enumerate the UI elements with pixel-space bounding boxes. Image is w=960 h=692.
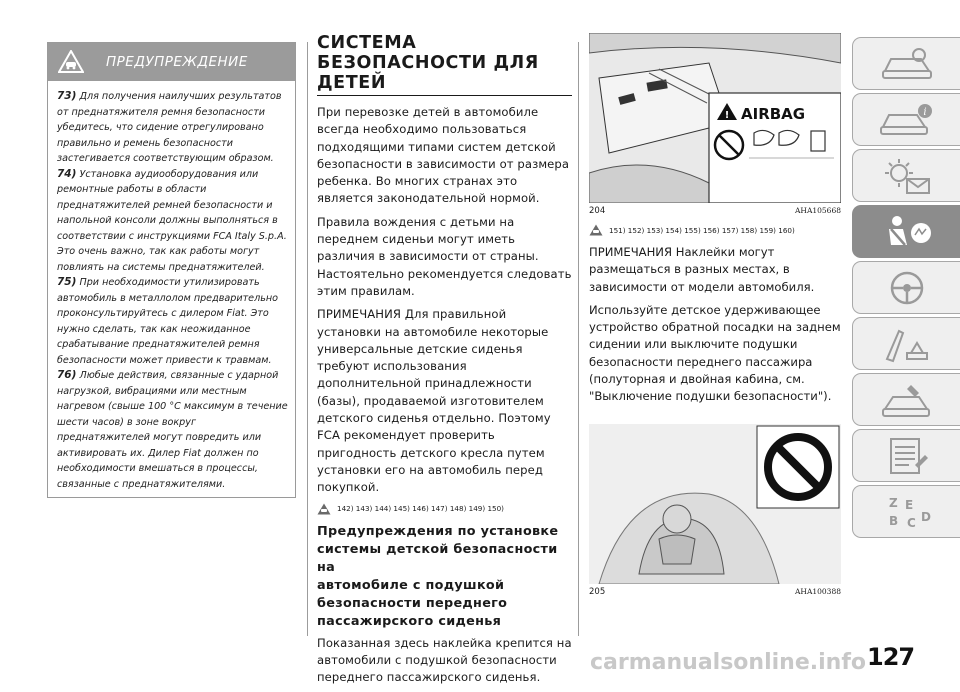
paragraph-sticker-location: ПРИМЕЧАНИЯ Наклейки могут размещаться в разных местах, в зависимости от модели автомобиля.	[589, 245, 815, 294]
car-overview-icon	[877, 43, 937, 85]
warning-item-75: 75) При необходимости утилизировать автомобиль в металлолом предварительно проконсультируйтесь с дилером Fiat. Это нужно сделать, так как неожиданное срабатывание преднатяжителей ремня безопасности может привести к травмам.	[57, 276, 278, 366]
figure-204-airbag-label	[589, 33, 841, 203]
tab-maintenance[interactable]	[852, 373, 960, 426]
subsection-title: Предупреждения по установке системы детской безопасности на автомобиле с подушкой безопасности переднего пассажирского сиденья	[317, 523, 559, 629]
warning-body	[48, 81, 295, 492]
section-title: СИСТЕМА БЕЗОПАСНОСТИ ДЛЯ ДЕТЕЙ	[317, 33, 539, 93]
tab-safety[interactable]	[852, 205, 960, 258]
tab-index[interactable]	[852, 485, 960, 538]
warning-item-74: 74) Установка аудиооборудования или ремонтные работы в области преднатяжителей ремней безопасности и напольной консоли должны выполняться в соответствии с инструкциями FCA Italy S.p.A. Это очень важно, так как работы могут повлиять на системы преднатяжителей.	[57, 167, 287, 273]
svg-text:Z: Z	[888, 495, 898, 510]
figure-205-caption: 205 AHA100388	[589, 586, 841, 597]
warning-triangle-icon	[589, 224, 603, 236]
svg-text:B: B	[888, 513, 898, 528]
warning-title: ПРЕДУПРЕЖДЕНИЕ	[106, 54, 248, 70]
svg-text:i: i	[922, 106, 927, 118]
tab-car-info[interactable]	[852, 93, 960, 146]
child-safety-section	[317, 33, 572, 692]
paragraph-sticker: Показанная здесь наклейка крепится на автомобили с подушкой безопасности переднего пассажирского сиденья.	[317, 635, 572, 685]
tab-car-overview[interactable]	[852, 37, 960, 90]
warning-item-73: 73) Для получения наилучших результатов от преднатяжителя ремня безопасности убедитесь, что сидение отрегулировано правильно и ремень безопасности застегивается соответствующим образом.	[57, 90, 282, 164]
warning-box	[47, 42, 296, 498]
paragraph-rear-facing: Используйте детское удерживающее устройство обратной посадки на заднем сидении или выключите подушки безопасности переднего пассажира (полуторная и двойная кабина, см. "Выключение подушки безопасности").	[589, 302, 841, 404]
emergency-icon	[877, 323, 937, 365]
safety-airbag-icon	[877, 211, 937, 253]
airbag-label-text: AIRBAG	[741, 105, 806, 123]
warning-item-76: 76) Любые действия, связанные с ударной нагрузкой, вибрациями или местным нагревом (свыше 100 °C максимум в течение шести часов) в зоне вокруг преднатяжителей могут повредить или активировать их. Дилер Fiat должен по необходимости вмешаться в процессы, связанные с преднатяжителями.	[57, 369, 288, 490]
figure-204-caption: 204 AHA105668	[589, 206, 841, 216]
reference-list-1: 142) 143) 144) 145) 146) 147) 148) 149) 150)	[317, 503, 572, 515]
tab-technical-data[interactable]	[852, 429, 960, 482]
starting-driving-icon	[877, 267, 937, 309]
svg-text:!: !	[724, 110, 730, 121]
technical-data-icon	[877, 435, 937, 477]
reference-list-2: 151) 152) 153) 154) 155) 156) 157) 158) 159) 160)	[589, 224, 841, 236]
svg-text:C: C	[906, 515, 916, 530]
maintenance-icon	[877, 379, 937, 421]
chapter-tabs	[852, 37, 960, 541]
child-seat-illustration	[589, 424, 841, 584]
warning-triangle-icon	[317, 503, 331, 515]
column-divider-1	[307, 42, 308, 636]
car-info-icon	[877, 99, 937, 141]
title-underline	[317, 95, 572, 96]
page-number: 127	[867, 643, 915, 671]
column-divider-2	[578, 42, 579, 636]
figure-205-no-child-seat	[589, 424, 841, 584]
warning-car-icon	[58, 50, 84, 74]
warning-header	[48, 43, 295, 81]
tab-emergency[interactable]	[852, 317, 960, 370]
watermark: carmanualsonline.info	[590, 650, 866, 675]
paragraph-rules: Правила вождения с детьми на переднем сиденьи могут иметь различия в зависимости от страны. Настоятельно рекомендуется следовать этим правилам.	[317, 214, 572, 298]
paragraph-intro: При перевозке детей в автомобиле всегда необходимо пользоваться подходящими типами систем детской безопасности в зависимости от размера ребенка. Во многих странах это является законодательной нормой.	[317, 105, 570, 206]
index-icon	[877, 491, 937, 533]
sun-visor-illustration	[589, 33, 841, 203]
tab-starting-driving[interactable]	[852, 261, 960, 314]
dashboard-lights-icon	[877, 155, 937, 197]
paragraph-note: ПРИМЕЧАНИЯ Для правильной установки на автомобиле некоторые универсальные детские сиденья требуют использования дополнительной принадлежности (базы), продаваемой изготовителем детского сиденья отдельно. Поэтому FCA рекомендует проверить пригодность детского кресла путем установки его на автомобиль перед покупкой.	[317, 307, 551, 495]
svg-text:E: E	[904, 497, 913, 512]
svg-text:D: D	[920, 509, 931, 524]
figures-column	[589, 33, 841, 597]
tab-dashboard-lights[interactable]	[852, 149, 960, 202]
